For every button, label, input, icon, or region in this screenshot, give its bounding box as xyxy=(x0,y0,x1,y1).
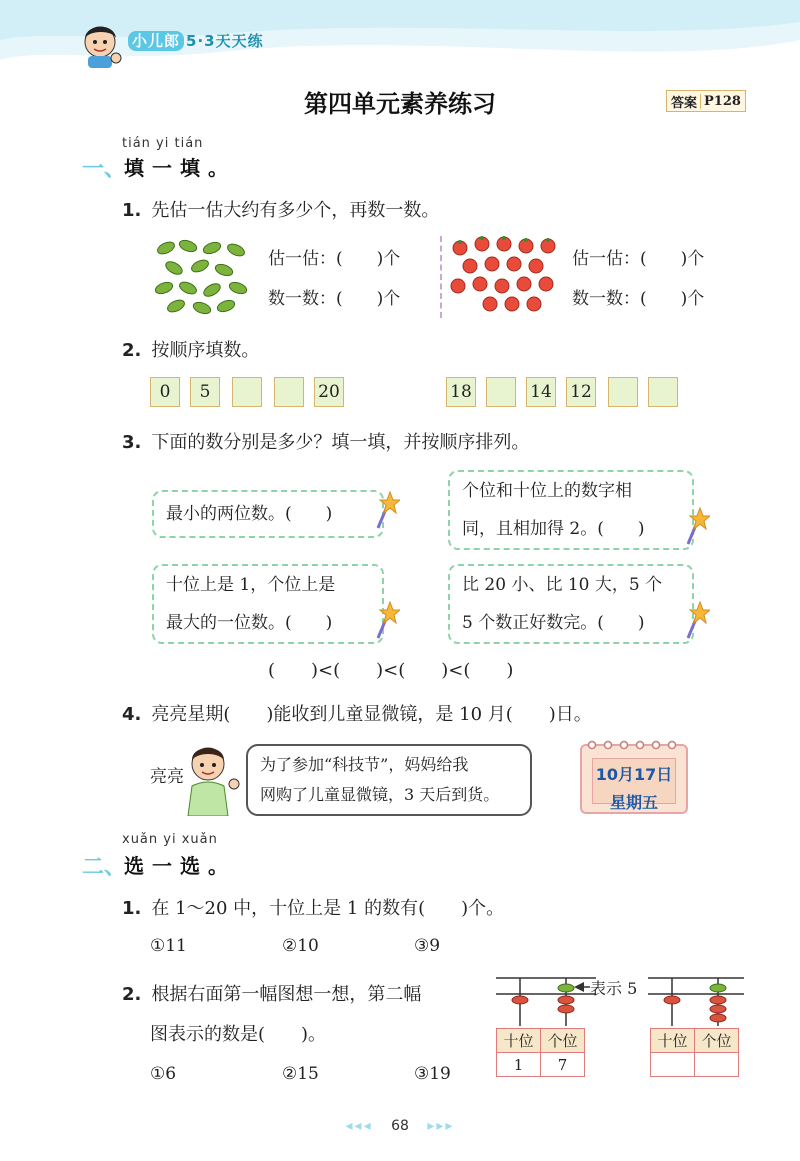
section1-title: 填一填。 xyxy=(124,156,236,180)
boy-character-icon xyxy=(180,738,240,816)
q2-2-prompt-line1: 根据右面第一幅图想一想，第二幅 xyxy=(151,984,422,1005)
clue-card-1-text: 最小的两位数。( ) xyxy=(166,504,333,524)
q2-2-option-1[interactable]: ①6 xyxy=(150,1064,177,1084)
estimate-label-1: 估一估：( )个 xyxy=(268,249,401,269)
q1-3-number: 3. xyxy=(122,432,142,453)
tens-value: 1 xyxy=(497,1053,541,1077)
clue-card-2 xyxy=(448,470,694,550)
seq-box[interactable]: 20 xyxy=(314,377,344,407)
calendar-weekday: 星期五 xyxy=(609,793,658,812)
seq-box[interactable]: 18 xyxy=(446,377,476,407)
ones-header: 个位 xyxy=(695,1029,739,1053)
magic-wand-icon xyxy=(684,506,710,546)
abacus-1 xyxy=(496,972,596,1028)
q1-2-prompt: 按顺序填数。 xyxy=(151,340,260,361)
q1-2-number: 2. xyxy=(122,340,142,361)
place-value-table-1 xyxy=(496,1028,585,1077)
magic-wand-icon xyxy=(374,600,400,640)
answer-tag xyxy=(666,90,746,112)
q1-4-number: 4. xyxy=(122,704,142,725)
q1-1-number: 1. xyxy=(122,200,142,221)
q2-1-option-3[interactable]: ③9 xyxy=(414,936,441,956)
q2-2-prompt-line2: 图表示的数是( )。 xyxy=(150,1024,327,1045)
speech-bubble xyxy=(246,744,532,816)
brand-name: 小儿郎 xyxy=(128,31,184,51)
section1-pinyin: tián yi tián xyxy=(122,136,204,151)
tens-answer-cell[interactable] xyxy=(651,1053,695,1077)
seq-box[interactable] xyxy=(608,377,638,407)
divider xyxy=(440,236,442,318)
calendar-face xyxy=(592,758,676,812)
clue-card-1 xyxy=(152,490,384,538)
calendar-date: 10月17日 xyxy=(595,765,673,784)
abacus-2 xyxy=(648,972,744,1028)
q1-4-text xyxy=(122,700,592,726)
q2-1-text xyxy=(122,894,504,920)
q1-2-text xyxy=(122,336,259,362)
count-label-2: 数一数：( )个 xyxy=(572,289,705,309)
section1-number: 一、 xyxy=(82,157,127,182)
clue-card-4-line1: 比 20 小、比 10 大，5 个 xyxy=(462,575,663,595)
ones-answer-cell[interactable] xyxy=(695,1053,739,1077)
q2-2-option-2[interactable]: ②15 xyxy=(282,1064,319,1084)
seq-box[interactable]: 12 xyxy=(566,377,596,407)
green-peppers-icon xyxy=(154,236,250,316)
q1-3-prompt: 下面的数分别是多少？填一填，并按顺序排列。 xyxy=(151,432,530,453)
seq-box[interactable]: 14 xyxy=(526,377,556,407)
magic-wand-icon xyxy=(374,490,400,530)
speech-line-1: 为了参加“科技节”，妈妈给我 xyxy=(260,755,469,774)
q1-1-text xyxy=(122,196,439,222)
section2-title: 选一选。 xyxy=(124,854,236,878)
calendar xyxy=(580,744,688,814)
q1-3-text xyxy=(122,428,529,454)
footer-arrows-right: ▸▸▸ xyxy=(427,1118,455,1134)
magic-wand-icon xyxy=(684,600,710,640)
q2-1-option-2[interactable]: ②10 xyxy=(282,936,319,956)
estimate-label-2: 估一估：( )个 xyxy=(572,249,705,269)
tomatoes-icon xyxy=(450,234,560,316)
answer-page: P128 xyxy=(700,94,741,109)
q2-2-text xyxy=(122,980,421,1006)
q1-1-prompt: 先估一估大约有多少个，再数一数。 xyxy=(151,200,440,221)
seq-box[interactable]: 5 xyxy=(190,377,220,407)
bead-label: 表示 5 xyxy=(590,979,638,998)
seq-box[interactable] xyxy=(648,377,678,407)
seq-box[interactable] xyxy=(486,377,516,407)
footer-arrows-left: ◂◂◂ xyxy=(345,1118,373,1134)
mascot-boy-icon xyxy=(78,18,126,70)
q2-1-number: 1. xyxy=(122,898,142,919)
clue-card-4 xyxy=(448,564,694,644)
clue-card-2-line1: 个位和十位上的数字相 xyxy=(462,481,632,501)
page-title: 第四单元素养练习 xyxy=(304,90,496,118)
page-footer xyxy=(0,1118,800,1134)
answer-label: 答案 xyxy=(671,95,698,111)
calendar-rings-icon xyxy=(586,738,682,752)
section2-pinyin: xuǎn yi xuǎn xyxy=(122,832,218,847)
pointer-arrow-icon xyxy=(574,982,590,992)
clue-card-3-line2: 最大的一位数。( ) xyxy=(166,613,333,633)
count-label-1: 数一数：( )个 xyxy=(268,289,401,309)
order-line: ( )<( )<( )<( ) xyxy=(268,660,514,681)
section2-number: 二、 xyxy=(82,855,127,880)
tens-header: 十位 xyxy=(497,1029,541,1053)
page-number: 68 xyxy=(391,1118,409,1134)
speech-line-2: 网购了儿童显微镜，3 天后到货。 xyxy=(260,785,500,804)
clue-card-3 xyxy=(152,564,384,644)
ones-value: 7 xyxy=(541,1053,585,1077)
q2-1-option-1[interactable]: ①11 xyxy=(150,936,187,956)
tens-header: 十位 xyxy=(651,1029,695,1053)
clue-card-2-line2: 同，且相加得 2。( ) xyxy=(462,519,645,539)
place-value-table-2 xyxy=(650,1028,739,1077)
seq-box[interactable] xyxy=(232,377,262,407)
seq-box[interactable]: 0 xyxy=(150,377,180,407)
q1-4-prompt: 亮亮星期( )能收到儿童显微镜，是 10 月( )日。 xyxy=(151,704,592,725)
brand-series: 5·3天天练 xyxy=(186,32,264,50)
ones-header: 个位 xyxy=(541,1029,585,1053)
q2-2-number: 2. xyxy=(122,984,142,1005)
character-name: 亮亮 xyxy=(150,767,184,787)
brand-logo xyxy=(128,30,264,51)
q2-1-prompt: 在 1～20 中，十位上是 1 的数有( )个。 xyxy=(151,898,505,919)
seq-box[interactable] xyxy=(274,377,304,407)
q2-2-option-3[interactable]: ③19 xyxy=(414,1064,451,1084)
clue-card-3-line1: 十位上是 1，个位上是 xyxy=(166,575,336,595)
clue-card-4-line2: 5 个数正好数完。( ) xyxy=(462,613,645,633)
